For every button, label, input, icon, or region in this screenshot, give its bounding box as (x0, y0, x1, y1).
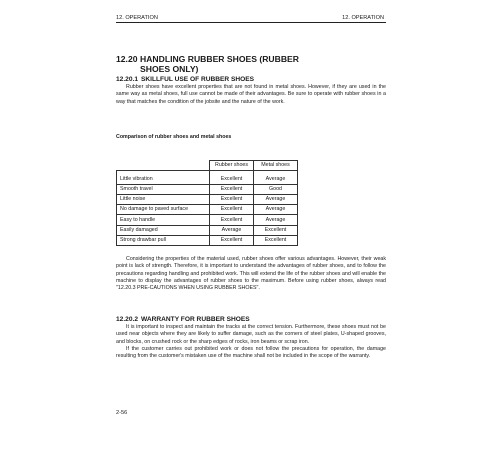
table-header-cell: Rubber shoes (210, 161, 254, 171)
header-right: 12. OPERATION (342, 15, 384, 21)
subsection-2 (116, 316, 386, 360)
table-cell: Average (210, 225, 254, 235)
table-header-cell: Metal shoes (254, 161, 298, 171)
subsection-1-title: SKILLFUL USE OF RUBBER SHOES (141, 76, 255, 83)
section-title-line1: HANDLING RUBBER SHOES (RUBBER (140, 54, 299, 64)
table-row (117, 225, 298, 235)
section-title-number: 12.20 (116, 54, 138, 64)
table-header-row (117, 161, 298, 171)
table-cell: Little vibration (117, 175, 210, 185)
table-row (117, 235, 298, 245)
table-cell: Excellent (210, 215, 254, 225)
paragraph-advantages (116, 256, 386, 292)
subsection-2-paragraph-2: If the customer carries out prohibited work or does not follow the precautions for operation, the damage resulting from the customer's mistaken use of the machine shall not be included in the scope of the warranty. (116, 345, 386, 360)
subsection-1-paragraph: Rubber shoes have excellent properties that are not found in metal shoes. However, if they are used in the same way as metal shoes, full use cannot be made of their advantages. Be sure to operate with rubber shoes in a way that matches the condition of the jobsite and the nature of the work. (116, 84, 386, 105)
section-title-line2: SHOES ONLY) (140, 63, 199, 74)
table-row (117, 215, 298, 225)
table-cell: Average (254, 205, 298, 215)
table-row (117, 175, 298, 185)
table-cell: Excellent (210, 175, 254, 185)
table-caption: Comparison of rubber shoes and metal shoes (116, 134, 232, 140)
table-cell: Little noise (117, 195, 210, 205)
table-cell: Smooth travel (117, 184, 210, 194)
subsection-2-heading (116, 316, 386, 324)
header-rule (116, 22, 386, 23)
table-cell: Excellent (210, 205, 254, 215)
page-number: 2-56 (116, 410, 128, 416)
table-row (117, 184, 298, 194)
advantages-paragraph: Considering the properties of the material used, rubber shoes offer various advantages. However, their weak point is lack of strength. Therefore, it is important to understand the advantages of rubber shoes, and to follow the precautions regarding handling and prohibited work. This will extend the life of the rubber shoes and will enable the machine to display the advantages of rubber shoes to the maximum. Before using rubber shoes, always read "12.20.3 PRE-CAUTIONS WHEN USING RUBBER SHOES". (116, 256, 386, 292)
table-cell: Average (254, 215, 298, 225)
table-cell: Strong drawbar pull (117, 235, 210, 245)
table-row (117, 205, 298, 215)
header-left: 12. OPERATION (116, 15, 158, 21)
table-cell: Excellent (210, 195, 254, 205)
comparison-table (116, 160, 298, 246)
table-row (117, 195, 298, 205)
table-cell: No damage to paved surface (117, 205, 210, 215)
subsection-2-title: WARRANTY FOR RUBBER SHOES (141, 316, 250, 323)
table-cell: Excellent (254, 225, 298, 235)
table-cell: Average (254, 175, 298, 185)
table-cell: Easy to handle (117, 215, 210, 225)
table-cell: Easily damaged (117, 225, 210, 235)
subsection-1-number: 12.20.1 (116, 76, 138, 83)
subsection-1-heading (116, 76, 386, 84)
table-cell: Excellent (254, 235, 298, 245)
table-header-cell (117, 161, 210, 171)
table-cell: Excellent (210, 235, 254, 245)
section-title (116, 55, 386, 74)
subsection-1 (116, 76, 386, 106)
subsection-2-number: 12.20.2 (116, 316, 138, 323)
table-cell: Excellent (210, 184, 254, 194)
table-cell: Average (254, 195, 298, 205)
subsection-2-paragraph-1: It is important to inspect and maintain the tracks at the correct tension. Furthermore, these shoes must not be used near objects where they are likely to suffer damage, such as the corners of steel plates, U-shaped grooves, and blocks, on crushed rock or the sharp edges of rocks, iron beams or scrap iron. (116, 324, 386, 345)
table-cell: Good (254, 184, 298, 194)
